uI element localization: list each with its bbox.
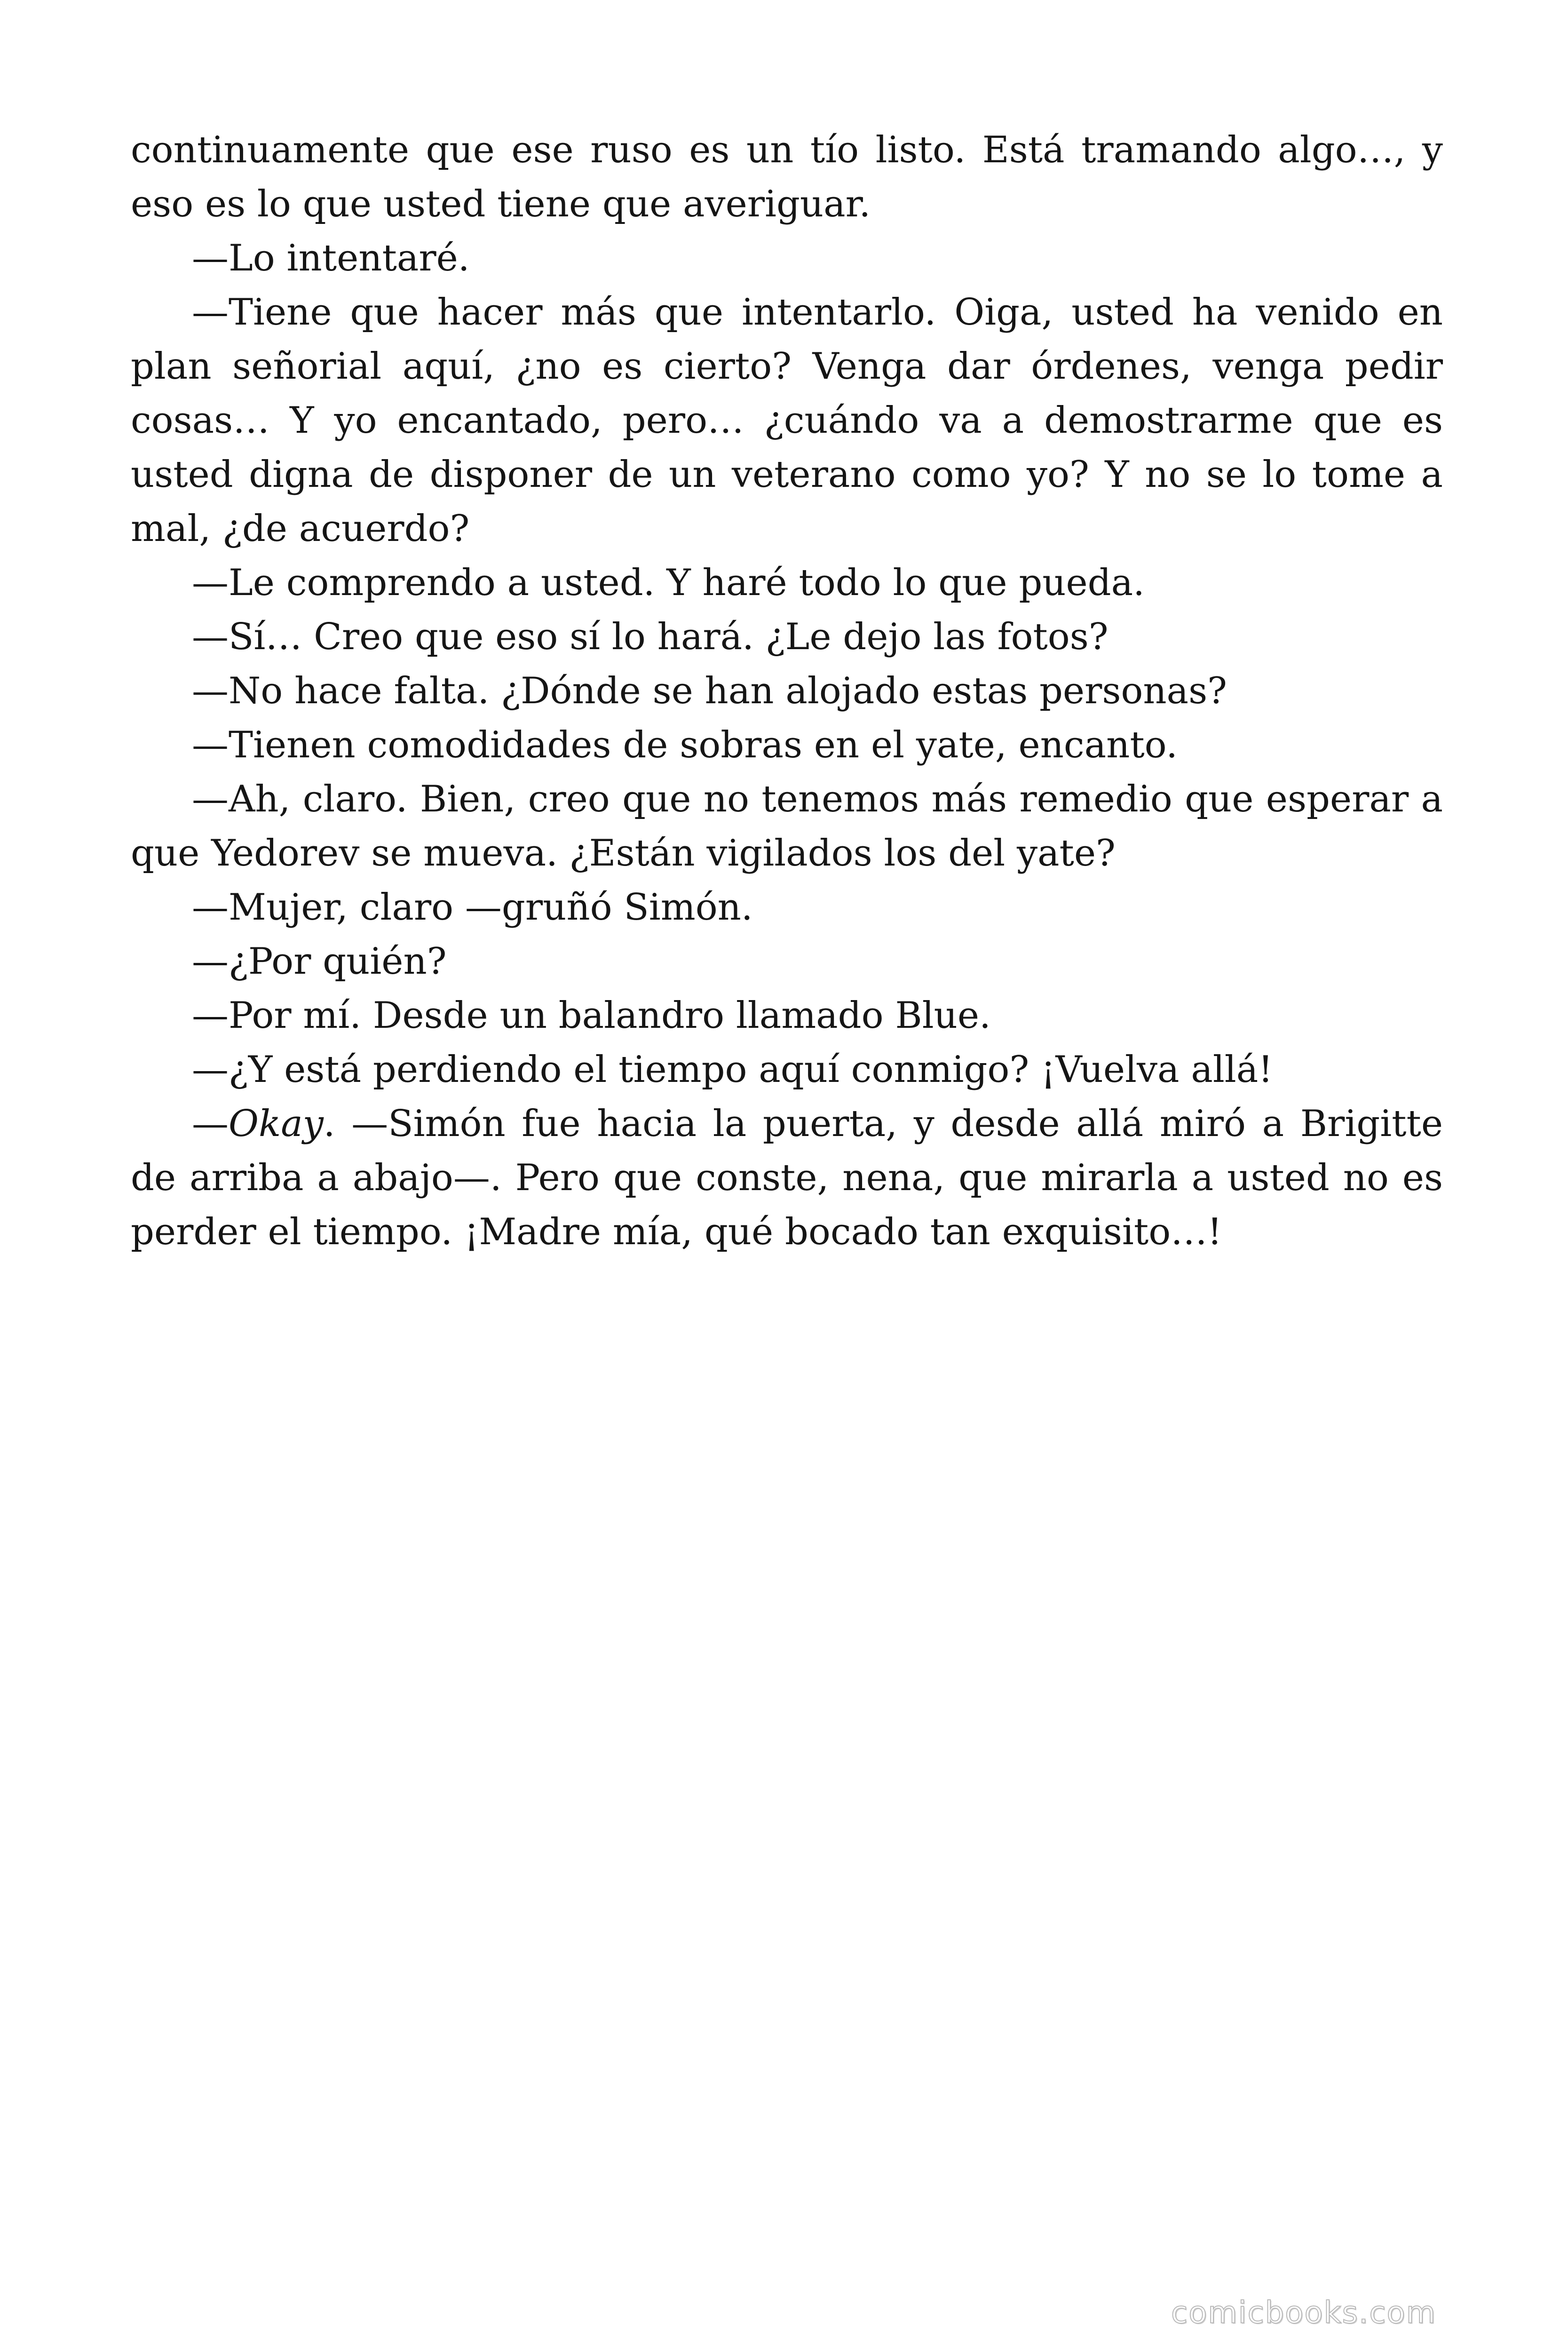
paragraph-1: continuamente que ese ruso es un tío listo. Está tramando algo…, y eso es lo que usted tiene que averiguar.: [131, 129, 1443, 225]
paragraph-6: —No hace falta. ¿Dónde se han alojado estas personas?: [192, 670, 1227, 712]
paragraph-3: —Tiene que hacer más que intentarlo. Oiga, usted ha venido en plan señorial aquí, ¿no es cierto? Venga dar órdenes, venga pedir cosas… Y yo encantado, pero… ¿cuándo va a demostrarme que es usted digna de disponer de un veterano como yo? Y no se lo tome a mal, ¿de acuerdo?: [131, 291, 1443, 550]
paragraph-4: —Le comprendo a usted. Y haré todo lo que pueda.: [192, 562, 1145, 604]
paragraph-5: —Sí… Creo que eso sí lo hará. ¿Le dejo las fotos?: [192, 616, 1109, 658]
paragraph-2: —Lo intentaré.: [192, 237, 470, 279]
paragraph-12: —¿Y está perdiendo el tiempo aquí conmigo? ¡Vuelva allá!: [192, 1049, 1273, 1091]
watermark-logo: comicbooks.com: [1171, 2296, 1437, 2330]
paragraph-10: —¿Por quién?: [192, 940, 447, 983]
paragraph-9: —Mujer, claro —gruñó Simón.: [192, 886, 753, 929]
paragraph-7: —Tienen comodidades de sobras en el yate, encanto.: [192, 724, 1178, 766]
paragraph-13-dash: —: [192, 1103, 229, 1145]
paragraph-13-italic: Okay: [229, 1103, 324, 1145]
paragraph-13-rest: . —Simón fue hacia la puerta, y desde allá miró a Brigitte de arriba a abajo—. Pero que conste, nena, que mirarla a usted no es perder el tiempo. ¡Madre mía, qué bocado tan exquisito…!: [131, 1103, 1443, 1253]
body-text: [131, 123, 1443, 1259]
paragraph-8: —Ah, claro. Bien, creo que no tenemos más remedio que esperar a que Yedorev se mueva. ¿Están vigilados los del yate?: [131, 778, 1443, 874]
paragraph-11: —Por mí. Desde un balandro llamado Blue.: [192, 994, 991, 1037]
paragraph-13: [131, 1097, 1443, 1259]
